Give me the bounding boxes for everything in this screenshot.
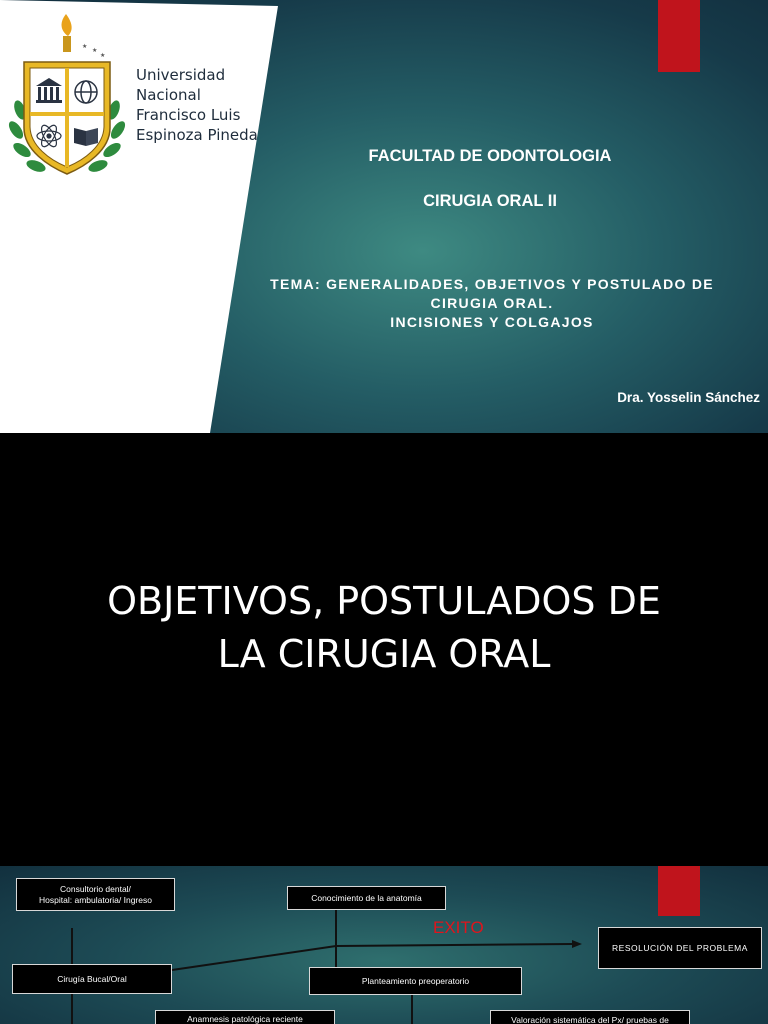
cirugia-box — [12, 964, 172, 994]
topic-line: INCISIONES Y COLGAJOS — [390, 314, 594, 330]
box-label: RESOLUCIÓN DEL PROBLEMA — [612, 942, 748, 953]
section-title — [40, 575, 728, 681]
exito-label: EXITO — [433, 918, 484, 937]
red-accent-bar — [658, 0, 700, 72]
box-label: Cirugía Bucal/Oral — [57, 973, 127, 984]
section-title-line: OBJETIVOS, POSTULADOS DE — [107, 579, 661, 623]
university-name — [136, 65, 261, 145]
faculty-heading: FACULTAD DE ODONTOLOGIA — [368, 147, 612, 165]
box-line: Consultorio dental/ — [60, 883, 131, 894]
box-line: Hospital: ambulatoria/ Ingreso — [39, 894, 152, 905]
torch-icon — [62, 14, 72, 52]
university-name-line: Universidad — [136, 66, 226, 84]
topic-line: TEMA: GENERALIDADES, OBJETIVOS Y POSTULADO DE — [270, 276, 714, 292]
university-name-line: Nacional — [136, 86, 201, 104]
author-name: Dra. Yosselin Sánchez — [617, 390, 760, 405]
valoracion-box — [490, 1010, 690, 1024]
box-label: Conocimiento de la anatomía — [311, 892, 422, 903]
diagram-slide — [0, 866, 768, 1024]
box-label: Anamnesis patológica reciente — [187, 1014, 303, 1024]
anamnesis-box — [155, 1010, 335, 1024]
box-label: Planteamiento preoperatorio — [361, 975, 470, 986]
topic-line: CIRUGIA ORAL. — [430, 295, 554, 311]
box-label: Valoración sistemática del Px/ pruebas de — [511, 1015, 669, 1024]
title-slide — [0, 0, 768, 433]
red-accent-bar — [658, 866, 700, 916]
course-heading: CIRUGIA ORAL II — [423, 192, 557, 210]
resolucion-box — [598, 927, 762, 969]
university-name-line: Espinoza Pineda — [136, 126, 258, 144]
consultorio-box — [16, 878, 175, 911]
conocimiento-box — [287, 886, 446, 910]
university-name-line: Francisco Luis — [136, 106, 241, 124]
svg-text:★: ★ — [100, 53, 106, 59]
university-logo — [6, 10, 128, 180]
planteamiento-box — [309, 967, 522, 995]
svg-text:★: ★ — [82, 44, 88, 50]
section-title-slide — [0, 433, 768, 865]
topic-heading — [228, 275, 756, 332]
section-title-line: LA CIRUGIA ORAL — [217, 632, 551, 676]
svg-text:★: ★ — [92, 48, 98, 54]
